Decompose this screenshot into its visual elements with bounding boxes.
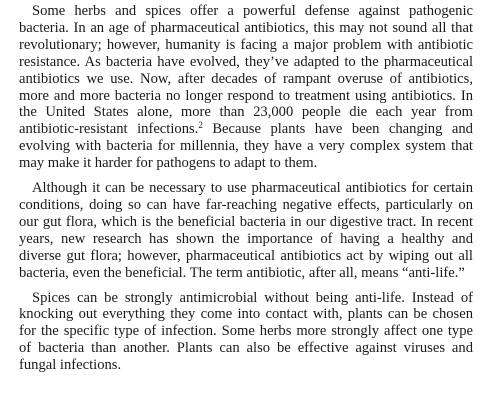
paragraph-3: Spices can be strongly antimicrobial without being anti-life. Instead of knocking out everything they come into contact with, plants can be chosen for the specific type of infection. Some herbs more strongly affect one type of bacteria than another. Plants can also be effective against viruses and fungal infections. [19, 289, 473, 374]
paragraph-1-text-b: Because plants have been changing and evolving with bacteria for millennia, they have a very complex system that may make it harder for pathogens to adapt to them. [19, 121, 473, 172]
document-body [19, 3, 473, 374]
footnote-ref-2[interactable]: 2 [198, 120, 203, 131]
paragraph-2: Although it can be necessary to use pharmaceutical antibiotics for certain conditions, doing so can have far-reaching negative effects, particularly on our gut flora, which is the beneficial bacteria in our digestive tract. In recent years, new research has shown the importance of having a healthy and diverse gut flora; however, pharmaceutical antibiotics act by wiping out all bacteria, even the beneficial. The term antibiotic, after all, means “anti-life.” [19, 180, 473, 281]
paragraph-1 [19, 3, 473, 172]
paragraph-1-text-a: Some herbs and spices offer a powerful defense against pathogenic bacteria. In an age of pharmaceutical antibiotics, this may not sound all that revolutionary; however, humanity is facing a major problem with antibiotic resistance. As bacteria have evolved, they’ve adapted to the pharmaceutical antibiotics we use. Now, after decades of rampant overuse of antibiotics, more and more bacteria no longer respond to treatment using antibiotics. In the United States alone, more than 23,000 people die each year from antibiotic-resistant infections. [19, 3, 473, 138]
